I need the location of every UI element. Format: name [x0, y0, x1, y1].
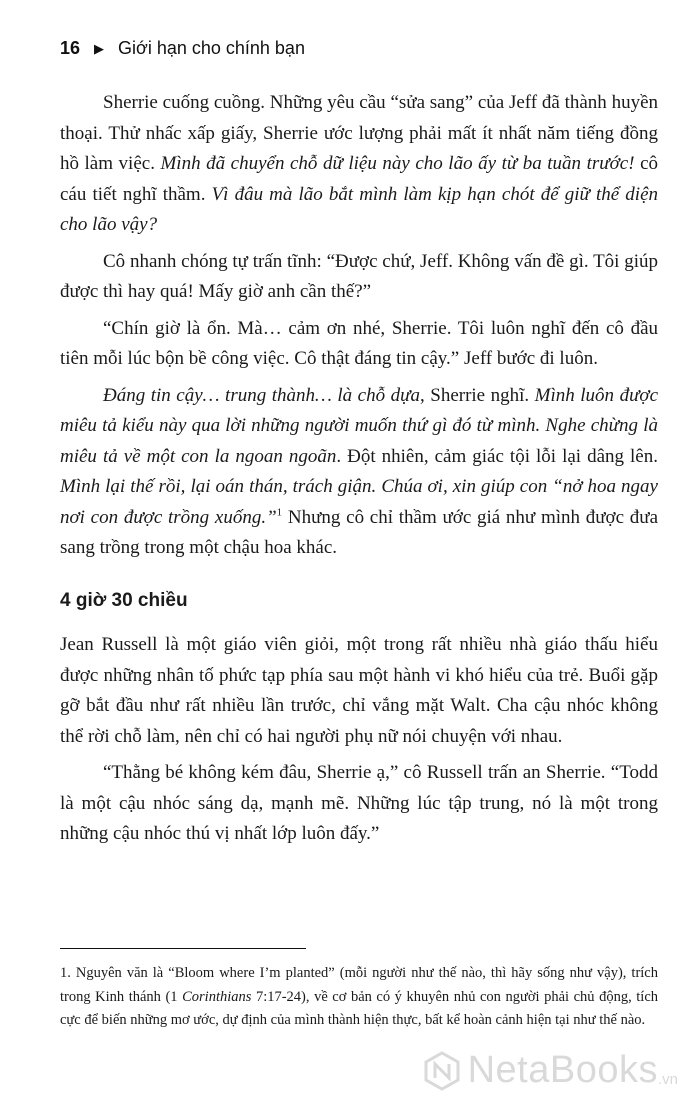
- text-run: Sherrie cuống cuồng. Những yêu cầu “sửa sang” của Jeff đã thành huyền thoại. Thử nhấc xấp giấy, Sherrie ước lượng phải mất ít nhất năm tiếng đồng hồ làm việc.: [60, 92, 658, 174]
- netabooks-watermark: [422, 1049, 678, 1092]
- paragraph-reliable-thought: [60, 381, 658, 564]
- paragraph-sherrie-scramble: [60, 88, 658, 241]
- chapter-title: Giới hạn cho chính bạn: [118, 38, 305, 58]
- paragraph-calm-reply: Cô nhanh chóng tự trấn tĩnh: “Được chứ, Jeff. Không vấn đề gì. Tôi giúp được thì hay quá! Mấy giờ anh cần thế?”: [60, 250, 658, 302]
- watermark-suffix: .vn: [657, 1071, 678, 1088]
- text-run: 7:17-24), về cơ bản có ý khuyên nhủ con người phải chủ động, tích cực để biến những mơ ước, dự định của mình thành hiện thực, bất kể hoàn cảnh hiện tại như thế nào.: [60, 988, 659, 1028]
- paragraph-jeff-thanks: “Chín giờ là ổn. Mà… cảm ơn nhé, Sherrie. Tôi luôn nghĩ đến cô đầu tiên mỗi lúc bộn bề công việc. Cô thật đáng tin cậy.” Jeff bước đi luôn.: [60, 317, 658, 369]
- paragraph-jean-russell: Jean Russell là một giáo viên giỏi, một trong rất nhiều nhà giáo thấu hiểu được những nhân tố phức tạp phía sau một hành vi khó hiểu của trẻ. Buổi gặp gỡ bắt đầu như rất nhiều lần trước, chỉ vắng mặt Walt. Cha cậu nhóc không thể rời chỗ làm, nên chỉ có hai người phụ nữ nói chuyện với nhau.: [60, 634, 658, 747]
- play-arrow-icon: ▶: [94, 40, 105, 56]
- italic-thought: Vì đâu mà lão bắt mình làm kịp hạn chót để giữ thể diện cho lão vậy?: [60, 183, 659, 235]
- footnote: [60, 962, 658, 1033]
- text-run: 1. Nguyên văn là “Bloom where I’m planted” (mỗi người như thế nào, thì hãy sống như vậy), trích trong Kinh thánh (1: [60, 965, 658, 1005]
- italic-book-title: Corinthians: [182, 988, 252, 1005]
- italic-thought: Mình luôn được miêu tả kiểu này qua lời những người muốn thứ gì đó từ mình. Nghe chừng là miêu tả về một con la ngoan ngoãn: [60, 384, 659, 467]
- text-run: cô cáu tiết nghĩ thầm.: [60, 153, 658, 205]
- netabooks-logo-icon: [422, 1051, 462, 1091]
- watermark-brand: NetaBooks: [467, 1049, 658, 1091]
- body-text: [60, 88, 658, 856]
- section-heading: 4 giờ 30 chiều: [60, 589, 188, 611]
- footnote-marker: 1: [276, 506, 283, 519]
- text-run: . Đột nhiên, cảm giác tội lỗi lại dâng lên.: [336, 445, 658, 467]
- italic-thought: Mình lại thế rồi, lại oán thán, trách giận. Chúa ơi, xin giúp con “nở hoa ngay nơi con được trồng xuống.”: [60, 476, 658, 528]
- paragraph-russell-reassure: “Thằng bé không kém đâu, Sherrie ạ,” cô Russell trấn an Sherrie. “Todd là một cậu nhóc sáng dạ, mạnh mẽ. Những lúc tập trung, nó là một trong những cậu nhóc thú vị nhất lớp luôn đấy.”: [60, 762, 658, 844]
- text-run: Nhưng cô chỉ thầm ước giá như mình được đưa sang trồng trong một chậu hoa khác.: [60, 506, 658, 558]
- text-run: , Sherrie nghĩ.: [420, 384, 535, 406]
- italic-thought: Mình đã chuyển chỗ dữ liệu này cho lão ấy từ ba tuần trước!: [160, 153, 635, 174]
- running-header: [60, 38, 305, 59]
- italic-thought: Đáng tin cậy… trung thành… là chỗ dựa: [103, 384, 420, 406]
- footnote-divider: [60, 948, 306, 949]
- page-number: 16: [60, 38, 81, 58]
